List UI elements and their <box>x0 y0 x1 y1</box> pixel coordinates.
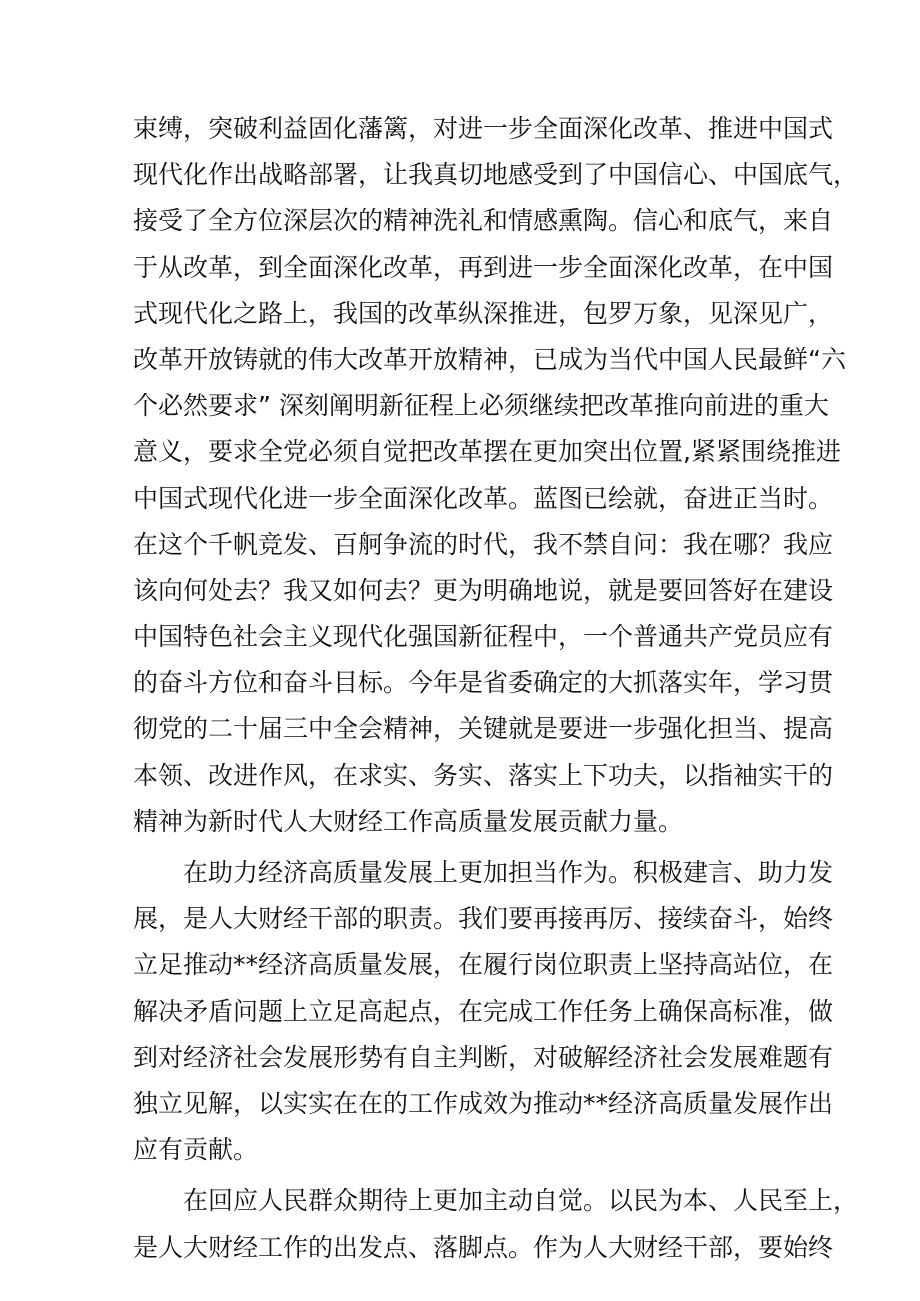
text-line: 立足推动**经济高质量发展，在履行岗位职责上坚持高站位，在 <box>133 950 834 980</box>
text-line: 式现代化之路上，我国的改革纵深推进，包罗万象，见深见广， <box>133 298 834 328</box>
text-line: 解决矛盾问题上立足高起点，在完成工作任务上确保高标准，做 <box>133 996 834 1026</box>
document-body <box>133 106 859 1271</box>
text-line: 的奋斗方位和奋斗目标。今年是省委确定的大抓落实年，学习贯 <box>133 668 834 698</box>
text-line: 到对经济社会发展形势有自主判断，对破解经济社会发展难题有 <box>133 1042 834 1072</box>
text-line: 精神为新时代人大财经工作高质量发展贡献力量。 <box>133 806 684 836</box>
text-line: 改革开放铸就的伟大改革开放精神，已成为当代中国人民最鲜“六 <box>133 344 846 374</box>
text-line: 本领、改进作风，在求实、务实、落实上下功夫，以指袖实干的 <box>133 760 834 790</box>
text-line: 展，是人大财经干部的职责。我们要再接再厉、接续奋斗，始终 <box>133 904 834 934</box>
text-line: 应有贡献。 <box>133 1135 259 1165</box>
paragraph-2 <box>133 850 834 1173</box>
text-line: 束缚，突破利益固化藩篱，对进一步全面深化改革、推进中国式 <box>133 114 834 143</box>
text-line: 是人大财经工作的出发点、落脚点。作为人大财经干部，要始终 <box>133 1232 834 1262</box>
text-line: 在回应人民群众期待上更加主动自觉。以民为本、人民至上， <box>183 1186 859 1216</box>
text-line: 意义，要求全党必须自觉把改革摆在更加突出位置,紧紧围绕推进 <box>133 437 841 467</box>
text-line: 在助力经济高质量发展上更加担当作为。积极建言、助力发 <box>183 858 834 887</box>
text-line: 独立见解，以实实在在的工作成效为推动**经济高质量发展作出 <box>133 1088 834 1118</box>
text-line: 中国式现代化进一步全面深化改革。蓝图已绘就，奋进正当时。 <box>133 483 834 513</box>
text-line: 彻党的二十届三中全会精神，关键就是要进一步强化担当、提高 <box>133 714 834 744</box>
paragraph-1 <box>133 106 859 845</box>
text-line: 于从改革，到全面深化改革，再到进一步全面深化改革，在中国 <box>133 252 834 282</box>
text-line: 该向何处去？我又如何去？更为明确地说，就是要回答好在建设 <box>133 575 834 605</box>
text-line: 在这个千帆竞发、百舸争流的时代，我不禁自问：我在哪？我应 <box>133 529 834 559</box>
text-line: 中国特色社会主义现代化强国新征程中，一个普通共产党员应有 <box>133 622 834 652</box>
text-line: 个必然要求” 深刻阐明新征程上必须继续把改革推向前进的重大 <box>133 391 829 421</box>
text-line: 现代化作出战略部署，让我真切地感受到了中国信心、中国底气， <box>133 160 859 190</box>
text-line: 接受了全方位深层次的精神洗礼和情感熏陶。信心和底气，来自 <box>133 206 834 236</box>
paragraph-3 <box>133 1178 859 1270</box>
